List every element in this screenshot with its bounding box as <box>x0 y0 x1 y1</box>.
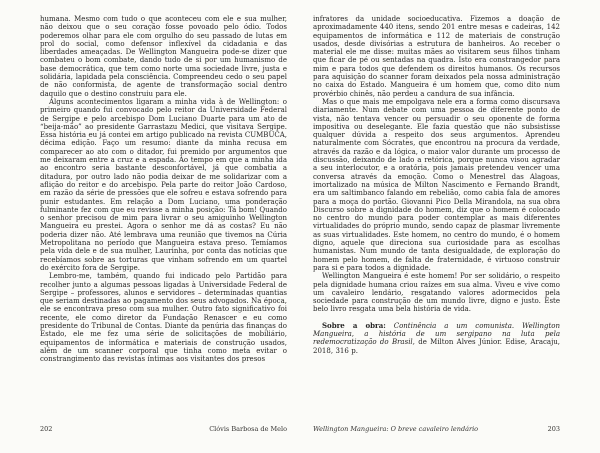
right-page-footer <box>313 425 560 433</box>
paragraph: Lembro-me, também, quando fui indicado pelo Partidão para recolher junto a algumas pessoas ligadas à Universidade Federal de Sergipe – professores, alunos e servidores – determinadas quantias que seriam destinadas ao pagamento dos seus advogados. Na época, ele se encontrava preso com sua mulher. Outro fato significativo foi recente, ele como diretor da Fundação Renascer e eu como presidente do Tribunal de Contas. Diante da penúria das finanças do Estado, ele me fez uma série de solicitações de mobiliário, equipamentos de informática e materiais de construção usados, além de um scanner corporal que tinha como meta evitar o constrangimento das revistas íntimas aos visitantes dos presos <box>40 272 287 364</box>
left-page-footer <box>40 425 287 433</box>
paragraph: Alguns acontecimentos ligaram a minha vida à de Wellington: o primeiro quando fui convocado pelo reitor da Universidade Federal de Sergipe e pelo arcebispo Dom Luciano Duarte para um ato de “beija-mão” ao presidente Garrastazu Medici, que visitava Sergipe. Essa história eu já contei em artigo publicado na revista CUMBUCA, décima edição. Faço um resumo: diante da minha recusa em comparecer ao ato com o ditador, fui premido por argumentos que me deixaram entre a cruz e a espada. Ao tempo em que a minha ida ao encontro seria bastante desconfortável, já que combatia a ditadura, por outro lado não podia deixar de me solidarizar com a aflição do reitor e do arcebispo. Pela parte do reitor João Cardoso, em razão da série de pressões que ele sofreu e estava sofrendo para punir estudantes. Em relação a Dom Luciano, uma ponderação fulminante fez com que eu revisse a minha posição: Tá bom! Quando o senhor precisou de mim para livrar o seu amiguinho Wellington Mangueira eu prestei. Agora o senhor me dá as costas? Eu não poderia dizer não. Até lembrava uma reunião que tivemos na Cúria Metropolitana no período que Mangueira estava preso. Temíamos pela vida dele e de sua mulher, Laurinha, por conta das notícias que recebíamos sobre as torturas que vinham sofrendo em um quartel do exército fora de Sergipe. <box>40 97 287 272</box>
page-number-right: 203 <box>547 425 560 433</box>
right-text-block <box>313 15 560 407</box>
about-the-book <box>313 322 560 355</box>
page-number-left: 202 <box>40 425 53 433</box>
paragraph: Wellington Mangueira é este homem! Por ser solidário, o respeito pela dignidade humana criou raízes em sua alma. Viveu e vive como um cavaleiro lendário, resgatando valores adormecidos pela sociedade para construção de um mundo livre, digno e justo. Este belo livro resgata uma bela história de vida. <box>313 272 560 314</box>
paragraph: humana. Mesmo com tudo o que aconteceu com ele e sua mulher, não deixou que o seu coração fosse povoado pelo ódio. Todos poderemos olhar para ele com orgulho do seu passado de lutas em prol do social, como defensor inflexível da cidadania e das liberdades ameaçadas. De Wellington Mangueira pode-se dizer que combateu o bom combate, dando tudo de si por um humanismo de base democrática, que tem como norte uma sociedade livre, justa e solidária, lapidada pela consciência. Compreendeu cedo o seu papel de não conformista, de agente de transformação social dentro daquilo que o destino construiu para ele. <box>40 15 287 98</box>
page-right <box>300 0 600 453</box>
paragraph: Mas o que mais me empolgava nele era a forma como discursava diariamente. Num debate com uma pessoa de diferente ponto de vista, não tentava vencer ou persuadir o seu oponente de forma impositiva ou deselegante. Ele fazia questão que não subsistisse qualquer dúvida a respeito dos seus argumentos. Aprendeu naturalmente com Sócrates, que encontrou na procura da verdade, através da razão e da lógica, o maior valor durante um processo de discussão, deixando de lado a retórica, porque nunca visou agradar a seu interlocutor, e a oratória, pois jamais pretendeu vencer uma conversa através da emoção. Como o Menestrel das Alagoas, imortalizado na música de Milton Nascimento e Fernando Brandt, era um saltimbanco falando em rebelião, como cabia fala de amores para a moça do portão. Giovanni Pico Della Mirandola, na sua obra Discurso sobre a dignidade do homem, diz que o homem é colocado no centro do mundo para poder contemplar as mais diferentes virtualidades do próprio mundo, sendo capaz de plasmar livremente as suas virtualidades. Este homem, no centro do mundo, é o homem digno, aquele que direciona sua curiosidade para as escolhas humanistas. Num mundo de tanta desigualdade, de exploração do homem pelo homem, de falta de fraternidade, é virtuoso construir para si e para todos a dignidade. <box>313 97 560 272</box>
running-footer-author: Clóvis Barbosa de Melo <box>209 425 287 433</box>
left-text-block <box>40 15 287 407</box>
about-book-title: Continência a um comunista. Wellington Mangueira, a história de um sergipano na luta pela redemocratização do Brasil, <box>313 321 560 347</box>
paragraph: infratores da unidade socioeducativa. Fizemos a doação de aproximadamente 440 itens, sendo 201 entre mesas e cadeiras, 142 equipamentos de informática e 112 de materiais de construção usados, desde divisórias a estrutura de banheiros. Ao receber o material ele me disse: muitas mães ao visitarem seus filhos tinham que ficar de pé ou sentadas na quadra. Isto era constrangedor para mim e para todos que defendem os direitos humanos. Os recursos para aquisição do scanner foram deixados pela nossa administração no caixa do Estado. Mangueira é um homem que, como dito num provérbio chinês, não perdeu a candura de sua infância. <box>313 15 560 98</box>
running-footer-title: Wellington Mangueira: O breve cavaleiro lendário <box>313 425 479 433</box>
about-label: Sobre a obra: <box>322 320 386 330</box>
about-publication-info: de Milton Alves Júnior. Edise, Aracaju, 2018, 316 p. <box>313 338 560 355</box>
